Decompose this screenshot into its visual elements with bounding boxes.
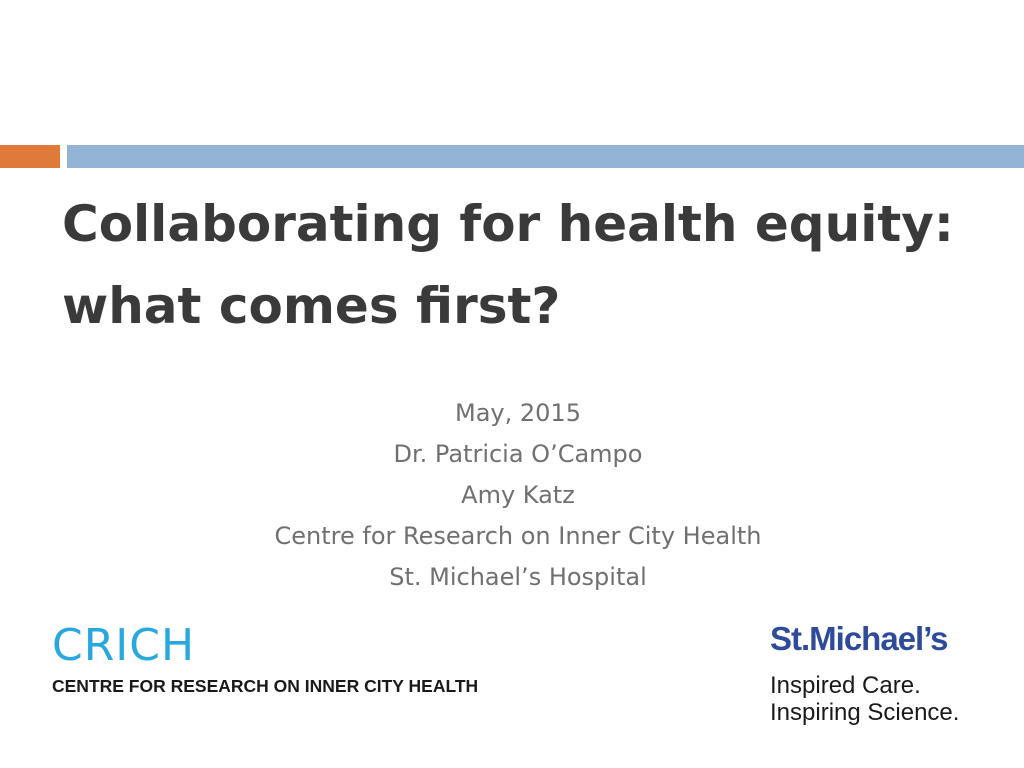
st-michaels-logo (770, 618, 959, 726)
accent-bar-blue (67, 145, 1024, 168)
presentation-date: May, 2015 (455, 399, 581, 427)
title-line-1: Collaborating for health equity: (62, 195, 954, 253)
crich-logo (52, 620, 478, 697)
slide-subtitle (200, 393, 836, 598)
st-michaels-tagline-2: Inspiring Science. (770, 699, 960, 726)
title-line-2: what comes first? (62, 277, 561, 335)
accent-bar-orange (0, 145, 60, 168)
slide-title (62, 183, 1002, 347)
crich-wordmark: CRICH (52, 620, 196, 671)
hospital-name: St. Michael’s Hospital (389, 563, 647, 591)
presenter-name-2: Amy Katz (461, 481, 575, 509)
presenter-name-1: Dr. Patricia O’Campo (393, 440, 643, 468)
st-michaels-tagline-1: Inspired Care. (770, 672, 921, 699)
organization-name: Centre for Research on Inner City Health (274, 522, 762, 550)
crich-full-name: CENTRE FOR RESEARCH ON INNER CITY HEALTH (52, 676, 479, 696)
st-michaels-wordmark: St.Michael’s (770, 620, 948, 657)
